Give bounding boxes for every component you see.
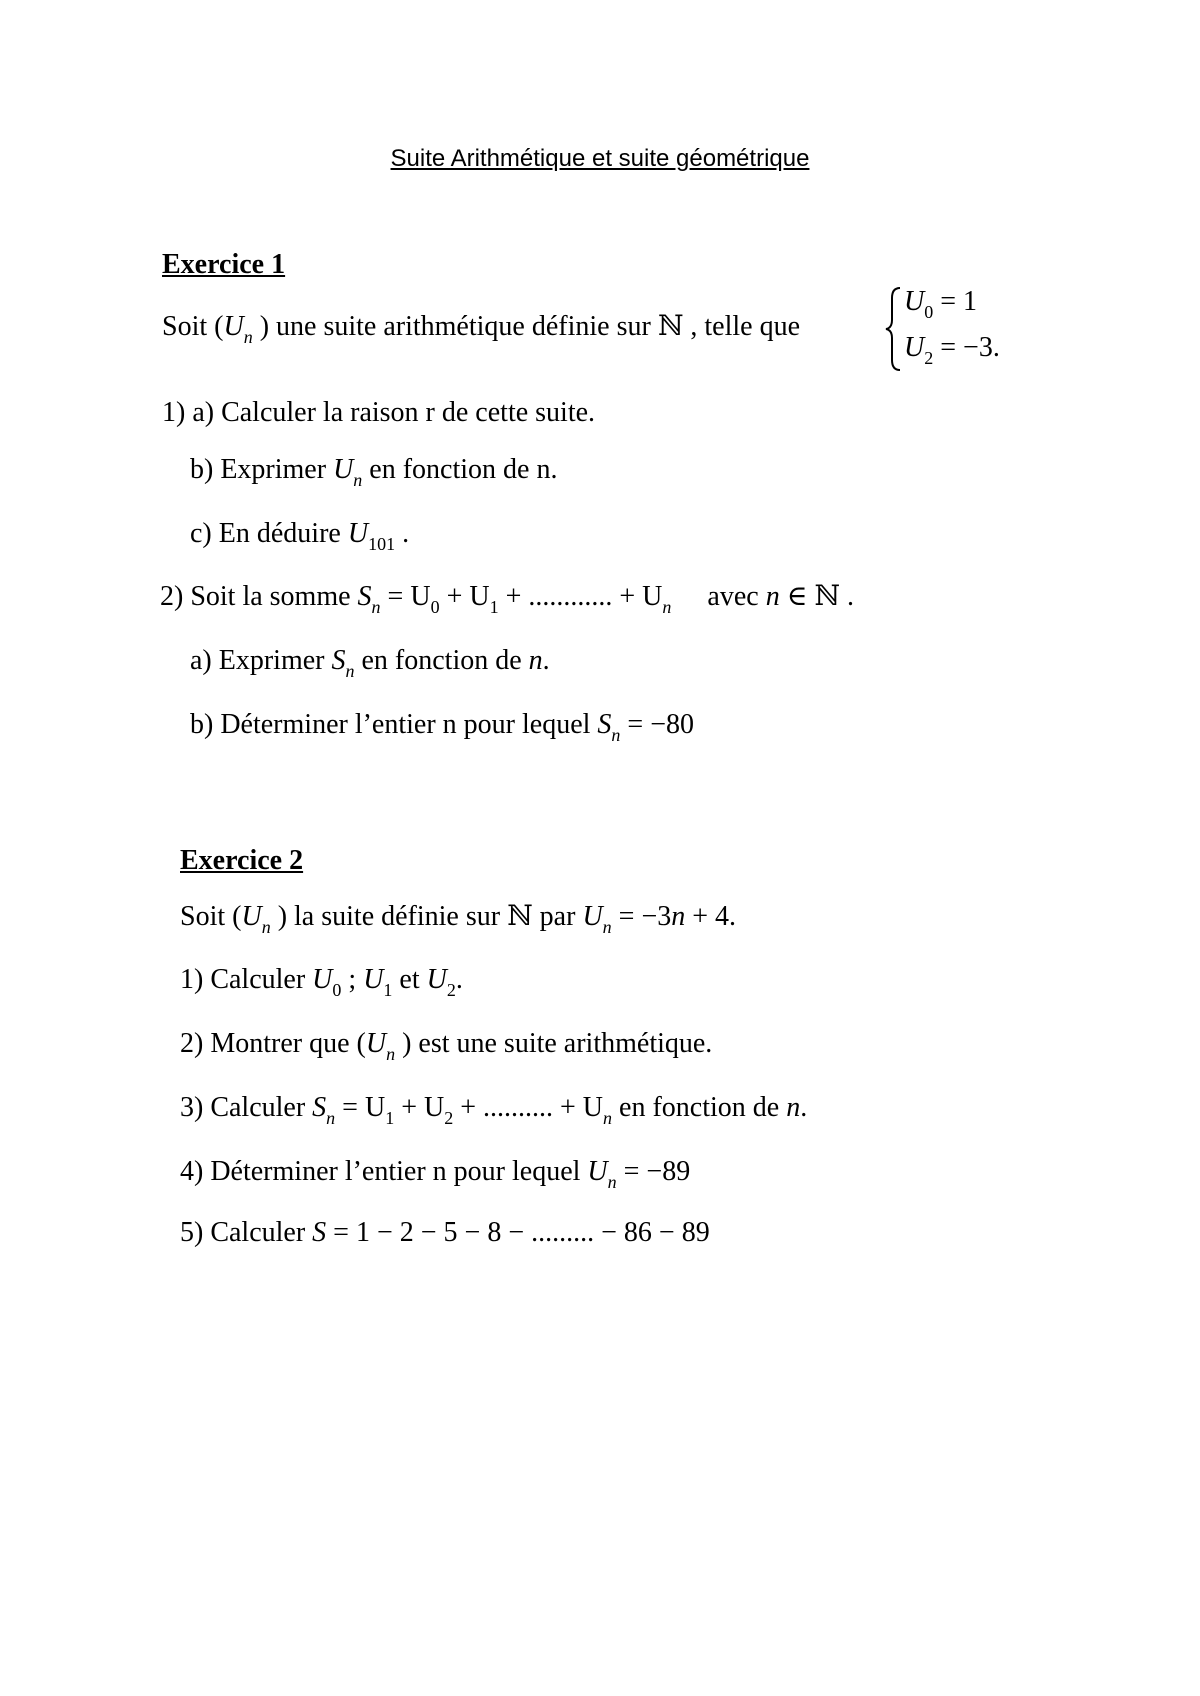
ex2-question-2: 2) Montrer que ($U_n$ ) est une suite arithmétique.	[180, 1028, 713, 1064]
ex1-question-2a: a) Exprimer $S_n$ en fonction de n.	[190, 645, 550, 681]
ex2-question-5: 5) Calculer S = 1 − 2 − 5 − 8 − ......... − 86 − 89	[180, 1217, 710, 1248]
exercise-1-heading: Exercice 1	[162, 249, 286, 280]
exercise-1-intro: Soit ($U_n$ ) une suite arithmétique définie sur ℕ , telle que	[162, 311, 801, 347]
exercise-2-intro: Soit ($U_n$ ) la suite définie sur ℕ par $U_n = -3n + 4$.	[180, 901, 737, 937]
ex1-question-1b: b) Exprimer $U_n$ en fonction de n.	[190, 454, 558, 490]
exercise-2-heading: Exercice 2	[180, 845, 304, 876]
page-title: Suite Arithmétique et suite géométrique	[390, 145, 810, 172]
ex2-question-3: 3) Calculer $S_n = U_1 + U_2$ + .......... + $U_n$ en fonction de n.	[180, 1092, 808, 1128]
left-brace-icon	[884, 284, 904, 374]
ex1-question-1a: 1) a) Calculer la raison r de cette suite.	[162, 397, 596, 428]
ex2-question-4: 4) Déterminer l’entier n pour lequel $U_n = -89$	[180, 1156, 691, 1192]
ex1-question-1c: c) En déduire $U_{101}$ .	[190, 518, 410, 554]
initial-conditions-system	[884, 284, 1034, 374]
ex1-question-2b: b) Déterminer l’entier n pour lequel $S_n = -80$	[190, 709, 694, 745]
system-row-u2: $U_2 = -3$.	[904, 332, 1000, 368]
ex1-question-2: 2) Soit la somme $S_n = U_0 + U_1$ + ............ + $U_n$ avec n ∈ ℕ .	[160, 581, 855, 617]
ex2-question-1: 1) Calculer $U_0$ ; $U_1$ et $U_2$.	[180, 964, 463, 1000]
system-row-u0: $U_0 = 1$	[904, 286, 978, 322]
